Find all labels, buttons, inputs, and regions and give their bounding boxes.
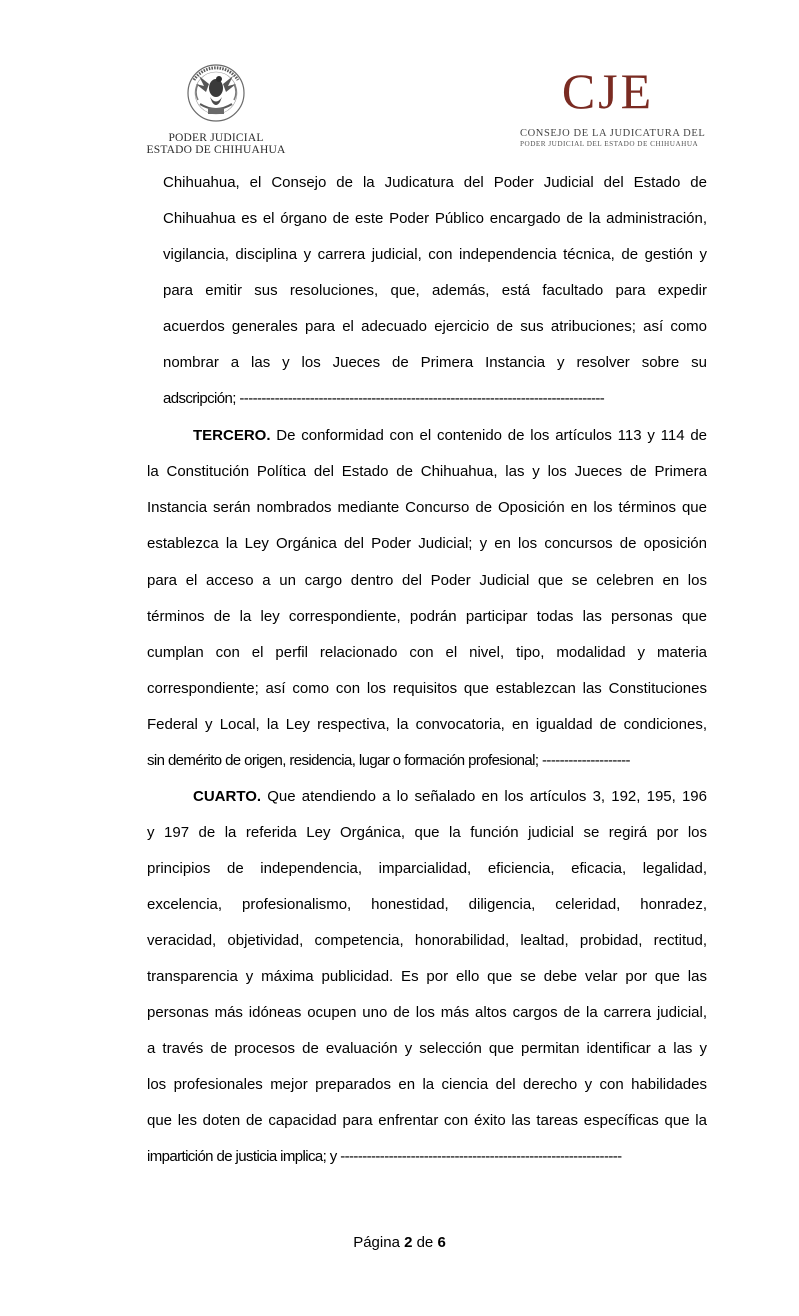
page-label: Página [353,1234,405,1251]
paragraph-line: términos de la ley correspondiente, podrán participar todas las personas que [147,608,707,625]
heading-line-text: Que atendiendo a lo señalado en los artículos 3, 192, 195, 196 [261,788,707,805]
cje-logo-text-line1: CONSEJO DE LA JUDICATURA DEL [520,128,706,139]
paragraph-line: y 197 de la referida Ley Orgánica, que la función judicial se regirá por los [147,824,707,841]
paragraph-line: Instancia serán nombrados mediante Concurso de Oposición en los términos que [147,499,707,516]
paragraph-line: que les doten de capacidad para enfrentar con éxito las tareas específicas que la [147,1112,707,1129]
paragraph-line: los profesionales mejor preparados en la ciencia del derecho y con habilidades [147,1076,707,1093]
current-page-number: 2 [404,1234,413,1251]
paragraph-line: correspondiente; así como con los requisitos que establezcan las Constituciones [147,680,707,697]
paragraph-line: sin demérito de origen, residencia, lugar o formación profesional; -------------------- [147,752,630,769]
page-header [0,0,799,165]
paragraph-line: la Constitución Política del Estado de Chihuahua, las y los Jueces de Primera [147,463,707,480]
paragraph-line: acuerdos generales para el adecuado ejercicio de sus atribuciones; así como [163,318,707,335]
cje-logo [520,62,706,158]
paragraph-line: excelencia, profesionalismo, honestidad, diligencia, celeridad, honradez, [147,896,707,913]
paragraph-line: Chihuahua, el Consejo de la Judicatura del Poder Judicial del Estado de [163,174,707,191]
section-heading-tercero: TERCERO. [193,427,271,444]
paragraph-line: cumplan con el perfil relacionado con el nivel, tipo, modalidad y materia [147,644,707,661]
paragraph-line: personas más idóneas ocupen uno de los más altos cargos de la carrera judicial, [147,1004,707,1021]
paragraph-heading-line [193,426,707,446]
section-heading-cuarto: CUARTO. [193,788,262,805]
paragraph-line: para emitir sus resoluciones, que, además, está facultado para expedir [163,282,707,299]
logo-text-poder-judicial: PODER JUDICIAL [168,132,264,144]
paragraph-line: establezca la Ley Orgánica del Poder Judicial; y en los concursos de oposición [147,535,707,552]
paragraph-heading-line [193,787,707,807]
paragraph-line: principios de independencia, imparcialidad, eficiencia, eficacia, legalidad, [147,860,707,877]
total-pages-number: 6 [437,1234,446,1251]
paragraph-line: impartición de justicia implica; y ---------------------------------------------------------------- [147,1148,622,1165]
page-footer [0,1233,799,1253]
paragraph-line: Federal y Local, la Ley respectiva, la convocatoria, en igualdad de condiciones, [147,716,707,733]
coat-of-arms-seal-icon [180,62,252,128]
heading-line-text: De conformidad con el contenido de los artículos 113 y 114 de [270,427,707,444]
paragraph-line: nombrar a las y los Jueces de Primera Instancia y resolver sobre su [163,354,707,371]
paragraph-line: Chihuahua es el órgano de este Poder Público encargado de la administración, [163,210,707,227]
cje-mark: CJE [561,63,655,119]
paragraph-line: para el acceso a un cargo dentro del Poder Judicial que se celebren en los [147,572,707,589]
paragraph-line: veracidad, objetividad, competencia, honorabilidad, lealtad, probidad, rectitud, [147,932,707,949]
paragraph-line: adscripción; ----------------------------------------------------------------------------------- [163,390,605,407]
paragraph-line: a través de procesos de evaluación y selección que permitan identificar a las y [147,1040,707,1057]
paragraph-line: vigilancia, disciplina y carrera judicial, con independencia técnica, de gestión y [163,246,707,263]
page-of-label: de [412,1234,438,1251]
logo-text-estado: ESTADO DE CHIHUAHUA [146,144,286,156]
paragraph-line: transparencia y máxima publicidad. Es por ello que se debe velar por que las [147,968,707,985]
poder-judicial-logo [146,62,286,160]
cje-logo-text-line2: PODER JUDICIAL DEL ESTADO DE CHIHUAHUA [520,140,699,148]
